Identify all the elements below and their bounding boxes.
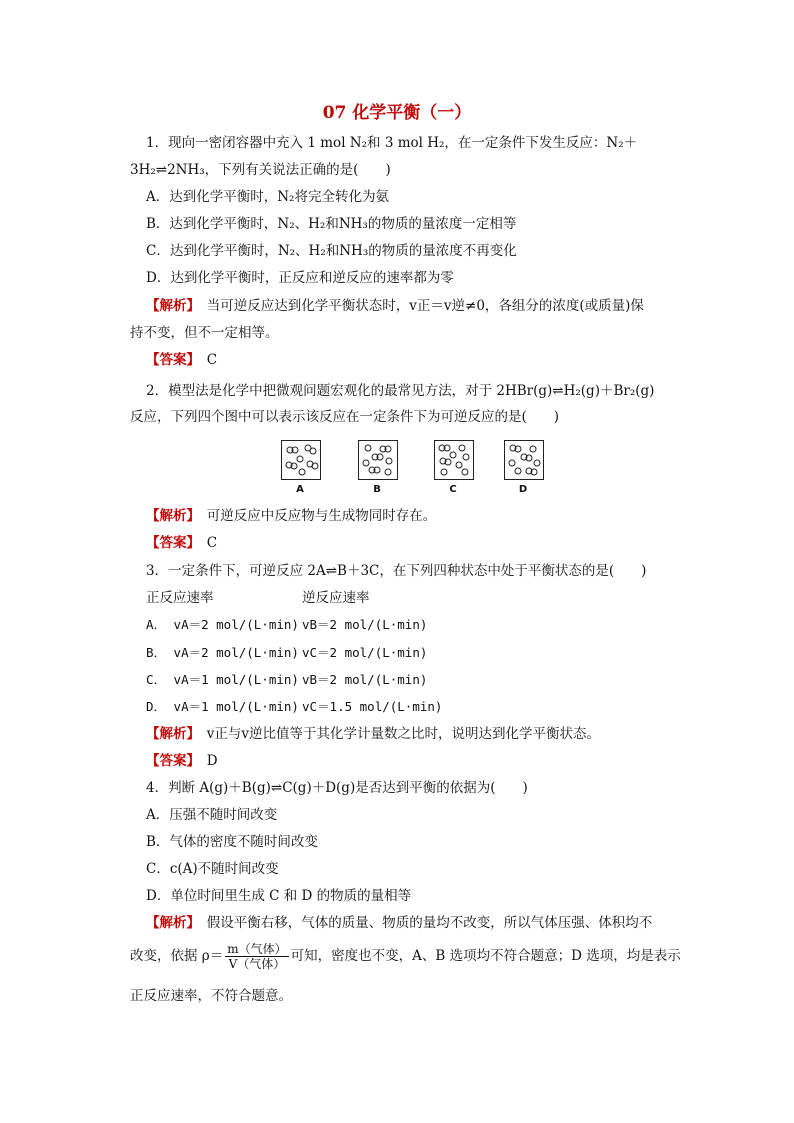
diagram-label-c: C	[449, 484, 457, 495]
diagram-label-a: A	[296, 484, 304, 495]
q2-stem-line1: 2．模型法是化学中把微观问题宏观化的最常见方法，对于 2HBr(g)⇌H₂(g)＋Br₂(g)	[146, 383, 655, 399]
q4-option-c: C．c(A)不随时间改变	[146, 861, 279, 877]
density-fraction	[225, 942, 288, 971]
q2-analysis-text: 可逆反应中反应物与生成物同时存在。	[193, 508, 437, 524]
fraction-numerator: m（气体）	[227, 942, 287, 956]
q3-head-reverse: 逆反应速率	[302, 590, 370, 606]
q4-option-a: A．压强不随时间改变	[146, 807, 278, 823]
q4-option-b: B．气体的密度不随时间改变	[146, 834, 318, 850]
analysis-tag: 【解析】	[146, 508, 194, 524]
q1-option-d: D．达到化学平衡时，正反应和逆反应的速率都为零	[146, 270, 454, 286]
molecules-icon	[282, 441, 320, 479]
diagram-box	[434, 440, 474, 480]
q3-answer	[146, 751, 218, 771]
answer-tag: 【答案】	[146, 352, 194, 368]
q3-row-d-reverse: vC＝1.5 mol/(L·min)	[302, 699, 443, 714]
q3-row-c-forward: C． vA＝1 mol/(L·min)	[146, 672, 299, 687]
diagram-label-b: B	[373, 484, 381, 495]
diagram-box	[358, 440, 398, 480]
q1-answer-text: C	[193, 352, 218, 368]
q3-row-c-reverse: vB＝2 mol/(L·min)	[302, 672, 428, 687]
q3-analysis-text: v正与v逆比值等于其化学计量数之比时，说明达到化学平衡状态。	[193, 726, 601, 742]
q2-analysis	[146, 506, 436, 526]
q3-head-forward: 正反应速率	[146, 590, 214, 606]
q3-answer-text: D	[193, 753, 218, 769]
q4-analysis-formula-line	[130, 942, 681, 971]
answer-tag: 【答案】	[146, 753, 194, 769]
analysis-tag: 【解析】	[146, 298, 194, 314]
q1-option-a: A．达到化学平衡时，N₂将完全转化为氨	[146, 189, 389, 205]
q2-stem-line2: 反应，下列四个图中可以表示该反应在一定条件下为可逆反应的是( )	[130, 409, 560, 425]
q4-analysis-text: 假设平衡右移，气体的质量、物质的量均不改变，所以气体压强、体积均不	[193, 915, 653, 931]
q1-option-b: B．达到化学平衡时，N₂、H₂和NH₃的物质的量浓度一定相等	[146, 216, 517, 232]
q4-stem: 4．判断 A(g)＋B(g)⇌C(g)＋D(g)是否达到平衡的依据为( )	[146, 780, 528, 796]
molecules-icon	[505, 441, 543, 479]
q1-stem-line1: 1．现向一密闭容器中充入 1 mol N₂和 3 mol H₂，在一定条件下发生反应：N₂＋	[146, 135, 638, 151]
q3-row-b-reverse: vC＝2 mol/(L·min)	[302, 645, 428, 660]
q1-analysis	[146, 296, 644, 316]
molecules-icon	[359, 441, 397, 479]
q4-analysis-cont: 正反应速率，不符合题意。	[130, 988, 292, 1004]
q3-row-a-reverse: vB＝2 mol/(L·min)	[302, 617, 428, 632]
diagram-box	[281, 440, 321, 480]
q1-option-c: C．达到化学平衡时，N₂、H₂和NH₃的物质的量浓度不再变化	[146, 243, 517, 259]
q4-analysis-pre: 改变，依据 ρ＝	[130, 948, 224, 964]
q1-stem-line2: 3H₂⇌2NH₃，下列有关说法正确的是( )	[130, 162, 391, 178]
q2-answer	[146, 533, 217, 553]
q1-analysis-cont: 持不变，但不一定相等。	[130, 325, 279, 341]
q4-analysis	[146, 913, 652, 933]
q1-answer	[146, 350, 217, 370]
q3-stem: 3．一定条件下，可逆反应 2A⇌B＋3C，在下列四种状态中处于平衡状态的是( )	[146, 563, 647, 579]
q3-row-b-forward: B． vA＝2 mol/(L·min)	[146, 645, 299, 660]
q2-answer-text: C	[193, 535, 218, 551]
q1-analysis-text: 当可逆反应达到化学平衡状态时，v正＝v逆≠0，各组分的浓度(或质量)保	[193, 298, 644, 314]
answer-tag: 【答案】	[146, 535, 194, 551]
q3-row-a-forward: A． vA＝2 mol/(L·min)	[146, 617, 299, 632]
q4-option-d: D．单位时间里生成 C 和 D 的物质的量相等	[146, 888, 412, 904]
page-title: 07 化学平衡（一）	[322, 103, 472, 123]
analysis-tag: 【解析】	[146, 915, 194, 931]
molecules-icon	[435, 441, 473, 479]
diagram-box	[504, 440, 544, 480]
diagram-label-d: D	[518, 484, 528, 495]
q4-analysis-post: 可知，密度也不变，A、B 选项均不符合题意；D 选项，均是表示	[290, 948, 681, 964]
q3-analysis	[146, 724, 600, 744]
q3-row-d-forward: D． vA＝1 mol/(L·min)	[146, 699, 299, 714]
analysis-tag: 【解析】	[146, 726, 194, 742]
fraction-denominator: V（气体）	[228, 957, 286, 971]
